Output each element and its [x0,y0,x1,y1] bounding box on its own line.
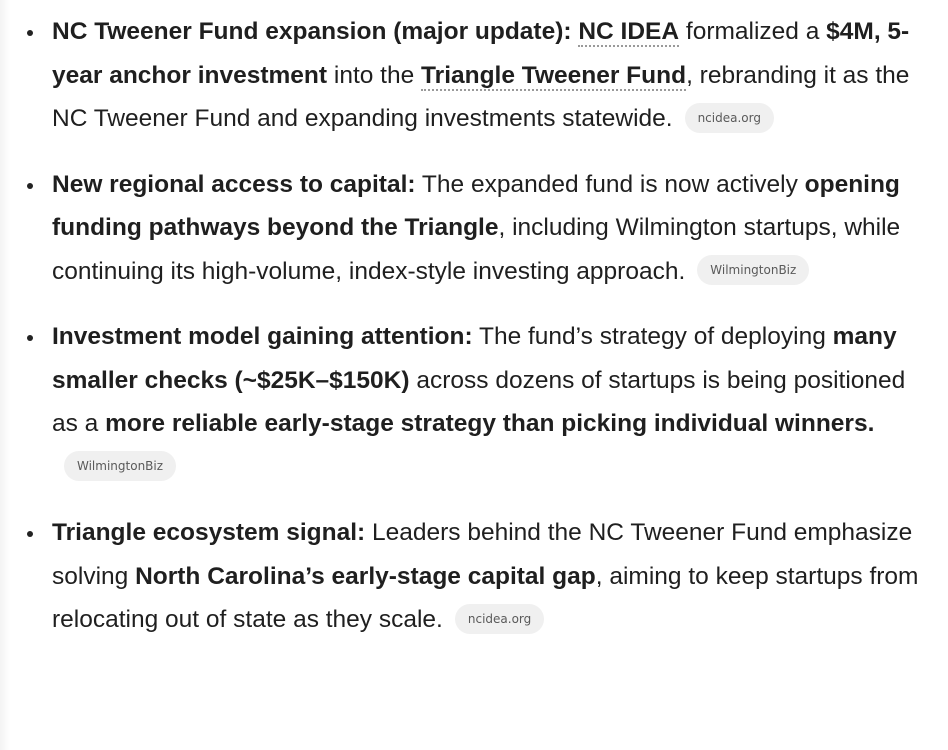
item-heading: Triangle ecosystem signal: [52,519,366,546]
item-heading: NC Tweener Fund expansion (major update): [52,18,572,45]
item-text: formalized a [679,18,827,45]
list-item [0,10,948,141]
item-bold-text: opening funding pathways beyond the Triangle [52,170,900,241]
item-heading: New regional access to capital: [52,170,416,198]
item-text: , including Wilmington startups, while continuing its high-volume, index-style investing approach. [52,214,901,285]
triangle-tweener-fund-link[interactable]: Triangle Tweener Fund [421,61,687,89]
item-text: The fund’s strategy of deploying [472,323,833,350]
list-item [0,315,948,489]
bullet-icon [27,531,33,537]
list-item [0,511,948,642]
item-heading: Investment model gaining attention: [52,323,473,350]
item-text: Leaders behind the NC Tweener Fund emphasize solving [52,519,913,590]
source-chip[interactable]: ncidea.org [455,604,544,634]
item-text: , aiming to keep startups from relocating out of state as they scale. [52,562,919,633]
item-bold-text: $4M, 5-year anchor investment [52,18,910,89]
item-text: into the [327,61,422,89]
source-chip[interactable]: ncidea.org [685,103,774,133]
item-bold-text: more reliable early-stage strategy than picking individual winners. [105,410,875,437]
nc-idea-link[interactable]: NC IDEA [578,18,680,45]
news-bullet-list [0,10,948,664]
item-text: The expanded fund is now actively [415,170,805,198]
source-chip[interactable]: WilmingtonBiz [64,451,176,481]
source-chip[interactable]: WilmingtonBiz [697,255,809,285]
item-bold-text: North Carolina’s early-stage capital gap [135,562,596,590]
bullet-icon [27,30,33,36]
bullet-icon [27,183,33,189]
bullet-icon [27,335,33,341]
item-text: across dozens of startups is being positioned as a [52,366,906,437]
list-item [0,163,948,294]
item-text: , rebranding it as the NC Tweener Fund and expanding investments statewide. [52,61,910,132]
item-bold-text: many smaller checks (~$25K–$150K) [52,323,897,394]
